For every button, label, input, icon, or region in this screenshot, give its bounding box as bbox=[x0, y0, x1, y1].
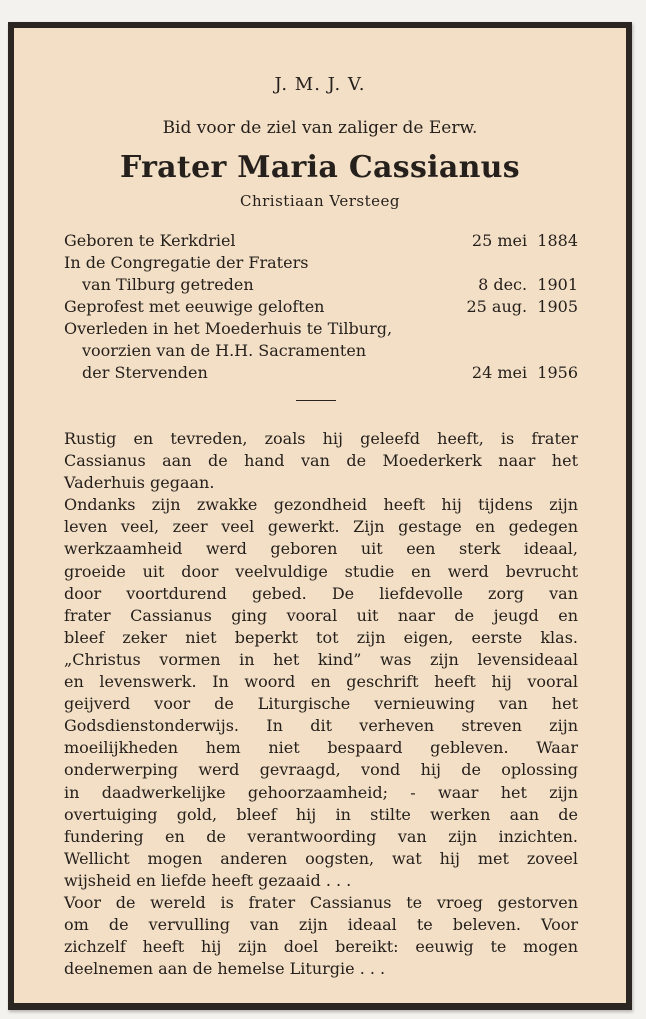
fact-label: der Stervenden bbox=[82, 363, 208, 382]
civil-name: Christiaan Versteeg bbox=[239, 192, 401, 210]
fact-label: voorzien van de H.H. Sacramenten bbox=[82, 341, 367, 360]
fact-row bbox=[64, 296, 578, 318]
text-line: frater Cassianus ging vooral uit naar de jeugd en bbox=[64, 605, 578, 625]
fact-label: In de Congregatie der Fraters bbox=[64, 253, 309, 272]
monogram: J. M. J. V. bbox=[274, 74, 366, 95]
text-line: zichzelf heeft hij zijn doel bereikt: eeuwig te mogen bbox=[64, 937, 578, 957]
fact-date: 25 mei 1884 bbox=[471, 231, 578, 250]
text-line: fundering en de verantwoording van zijn inzichten. bbox=[64, 826, 578, 846]
fact-row bbox=[64, 274, 578, 296]
fact-label: Geprofest met eeuwige geloften bbox=[64, 297, 325, 316]
fact-row bbox=[64, 252, 578, 274]
text-line: onderwerping werd gevraagd, vond hij de oplossing bbox=[64, 760, 578, 780]
fact-label: van Tilburg getreden bbox=[82, 275, 254, 294]
fact-label: Geboren te Kerkdriel bbox=[64, 231, 236, 250]
text-line: „Christus vormen in het kind” was zijn levensideaal bbox=[64, 649, 578, 669]
fact-row bbox=[64, 230, 578, 252]
fact-date: 8 dec. 1901 bbox=[478, 275, 578, 294]
text-line: groeide uit door veelvuldige studie en werd bevrucht bbox=[64, 561, 578, 581]
text-line: Godsdienstonderwijs. In dit verheven streven zijn bbox=[64, 716, 578, 736]
divider bbox=[296, 400, 336, 401]
text-line: Cassianus aan de hand van de Moederkerk naar het bbox=[64, 451, 578, 471]
text-line: moeilijkheden hem niet bespaard gebleven. Waar bbox=[64, 738, 578, 758]
text-line: overtuiging gold, bleef hij in stilte werken aan de bbox=[64, 804, 578, 824]
text-line: Ondanks zijn zwakke gezondheid heeft hij tijdens zijn bbox=[64, 495, 578, 515]
fact-date: 24 mei 1956 bbox=[471, 363, 578, 382]
text-line: om de vervulling van zijn ideaal te beleven. Voor bbox=[64, 915, 578, 935]
deceased-name: Frater Maria Cassianus bbox=[120, 150, 520, 185]
text-line: Rustig en tevreden, zoals hij geleefd heeft, is frater bbox=[64, 429, 578, 448]
fact-row bbox=[64, 362, 578, 384]
fact-label: Overleden in het Moederhuis te Tilburg, bbox=[64, 319, 393, 338]
text-line: leven veel, zeer veel gewerkt. Zijn gestage en gedegen bbox=[64, 517, 578, 537]
text-line: Voor de wereld is frater Cassianus te vroeg gestorven bbox=[64, 892, 578, 912]
text-line: deelnemen aan de hemelse Liturgie . . . bbox=[64, 959, 386, 979]
card-content bbox=[14, 28, 626, 1003]
text-line: geijverd voor de Liturgische vernieuwing van het bbox=[64, 694, 578, 714]
text-line: wijsheid en liefde heeft gezaaid . . . bbox=[64, 870, 352, 890]
memorial-card bbox=[8, 22, 632, 1010]
text-line: Vaderhuis gegaan. bbox=[64, 473, 215, 493]
fact-row bbox=[64, 318, 578, 340]
text-line: Wellicht mogen anderen oogsten, wat hij met zoveel bbox=[64, 848, 578, 868]
text-line: door voortdurend gebed. De liefdevolle zorg van bbox=[64, 583, 578, 603]
fact-row bbox=[64, 340, 578, 362]
fact-date: 25 aug. 1905 bbox=[466, 297, 578, 316]
text-line: werkzaamheid werd geboren uit een sterk ideaal, bbox=[64, 539, 578, 559]
prayer-line: Bid voor de ziel van zaliger de Eerw. bbox=[162, 118, 478, 138]
text-line: bleef zeker niet beperkt tot zijn eigen, eerste klas. bbox=[64, 627, 578, 647]
life-facts bbox=[64, 230, 578, 384]
obituary-text bbox=[64, 428, 578, 980]
text-line: in daadwerkelijke gehoorzaamheid; - waar het zijn bbox=[64, 782, 578, 802]
text-line: en levenswerk. In woord en geschrift heeft hij vooral bbox=[64, 672, 578, 692]
